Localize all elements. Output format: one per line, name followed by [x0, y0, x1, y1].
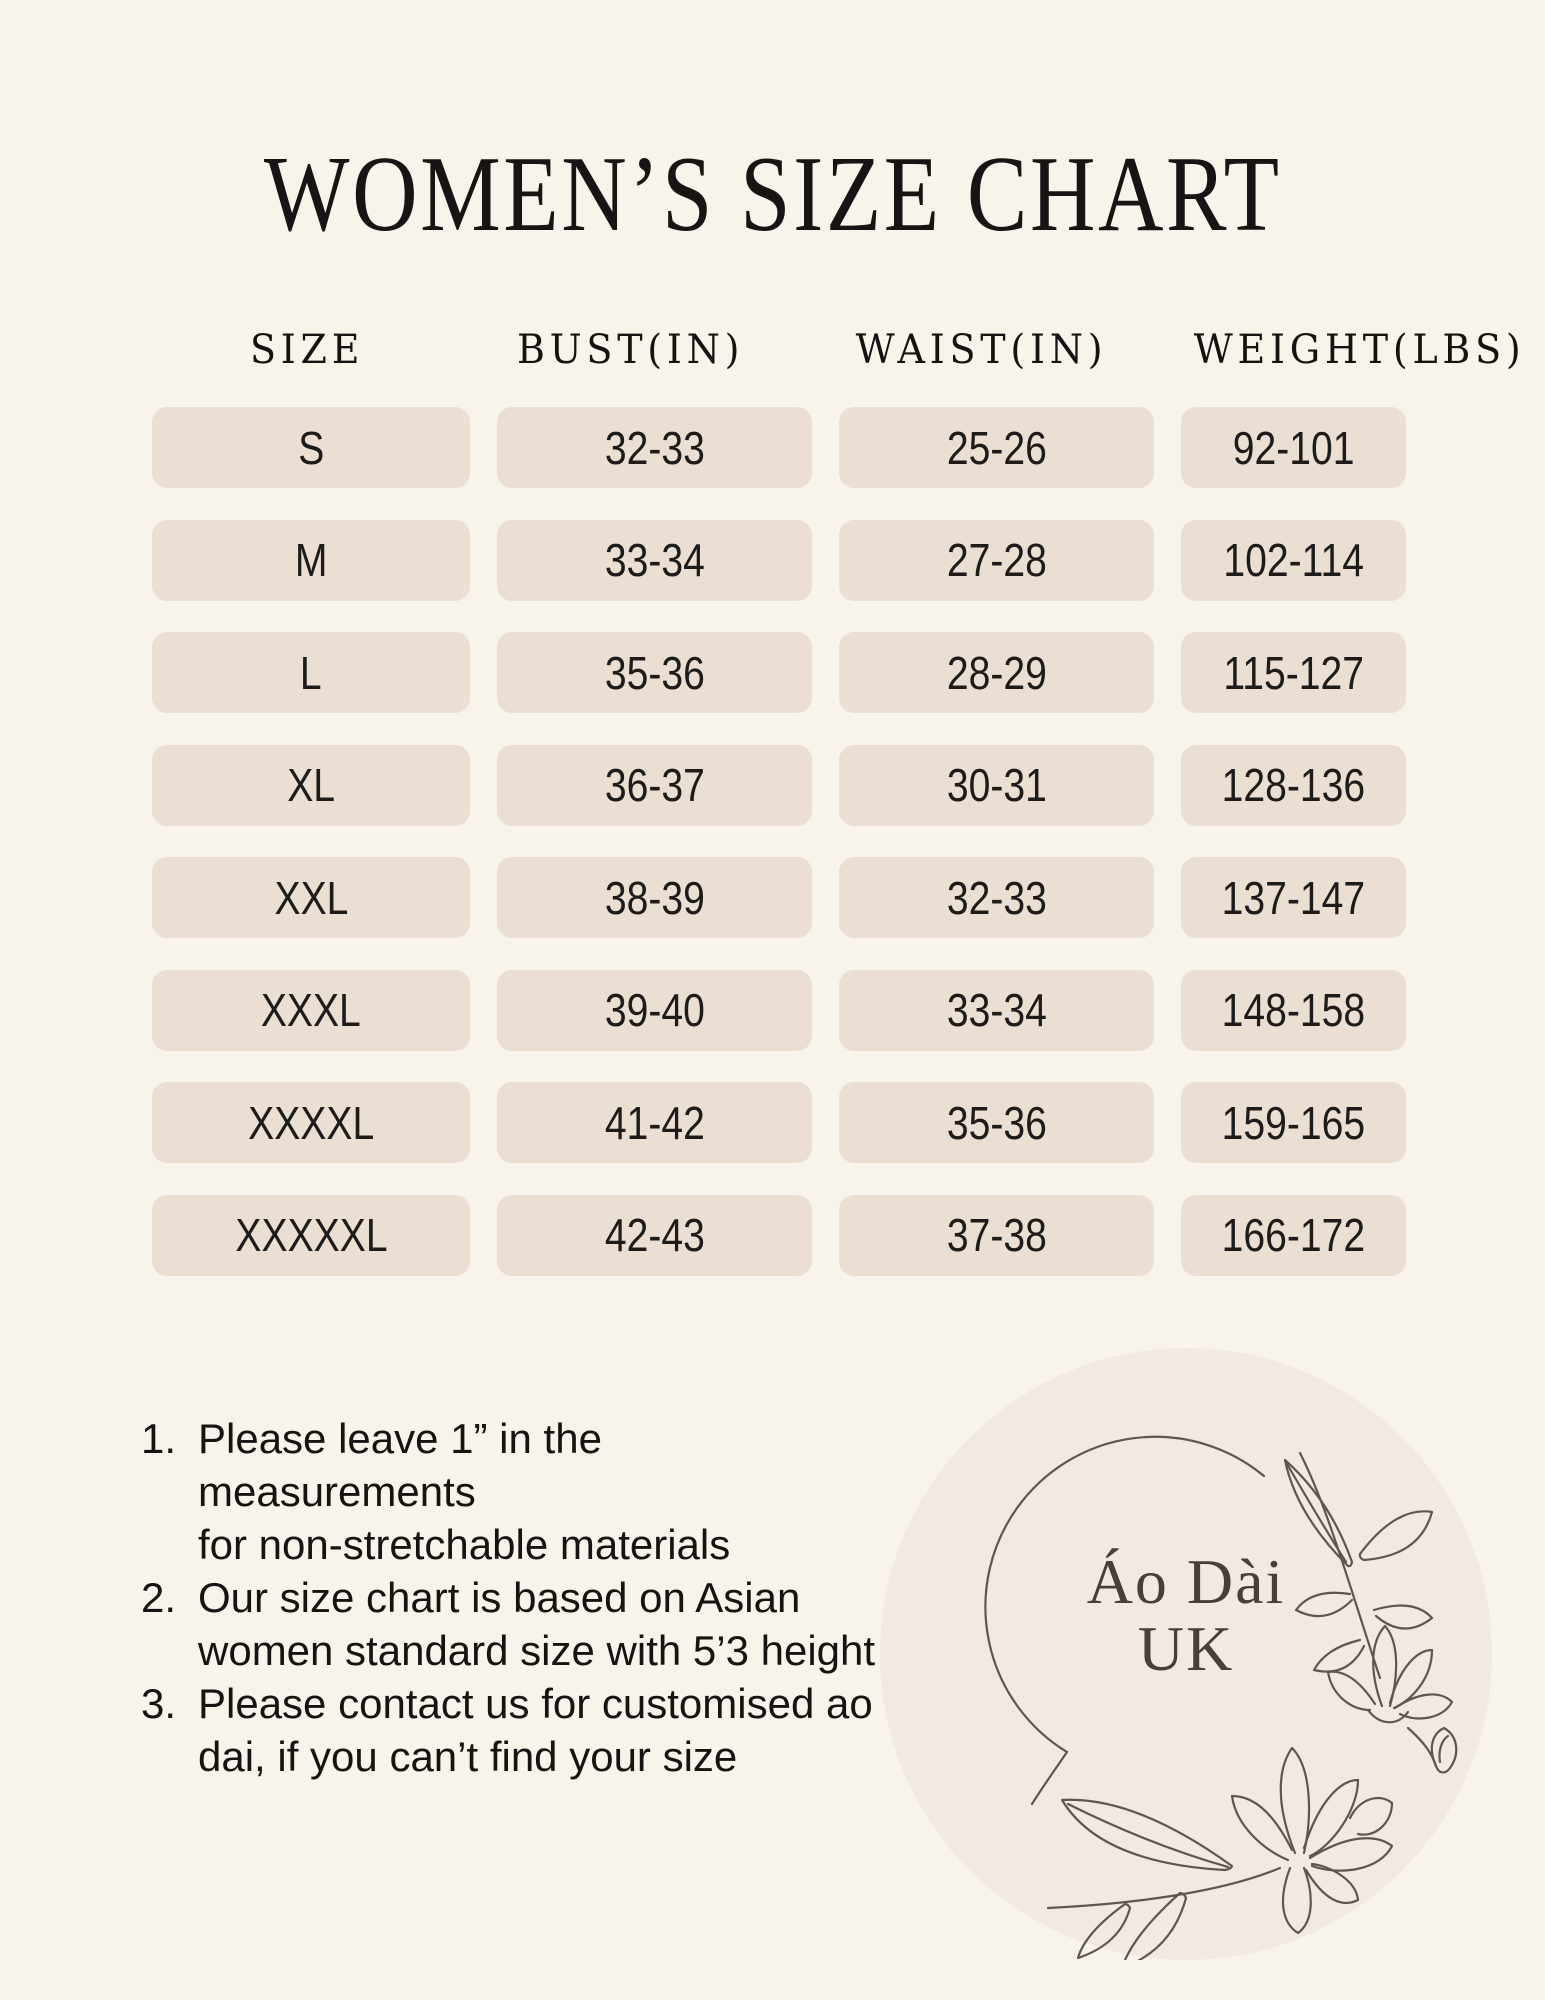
cell-value: 148-158: [1221, 984, 1366, 1036]
cell-value: XXXL: [260, 984, 361, 1036]
weight-cell: [1181, 857, 1406, 938]
bust-cell: [497, 1082, 812, 1163]
cell-value: 41-42: [604, 1096, 705, 1149]
cell-value: M: [294, 534, 328, 586]
header-waist: [855, 327, 1129, 373]
cell-value: L: [300, 646, 322, 699]
brand-logo: [880, 1348, 1492, 1960]
cell-value: 102-114: [1223, 534, 1364, 586]
size-cell: [152, 1195, 470, 1276]
size-table: [152, 407, 1406, 1276]
note-text: [198, 1677, 881, 1783]
cell-value: 137-147: [1221, 871, 1366, 924]
cell-value: XXXXXL: [234, 1209, 388, 1261]
waist-cell: [839, 857, 1154, 938]
logo-text-line2: UK: [1137, 1613, 1235, 1684]
cell-value: 159-165: [1221, 1096, 1366, 1149]
bust-cell: [497, 632, 812, 713]
weight-cell: [1181, 632, 1406, 713]
bust-cell: [497, 745, 812, 826]
cell-value: 38-39: [604, 871, 705, 924]
note-line: Our size chart is based on Asian: [198, 1574, 801, 1621]
table-header-row: [152, 326, 1526, 374]
weight-cell: [1181, 745, 1406, 826]
weight-cell: [1181, 1082, 1406, 1163]
header-weight: [1119, 327, 1526, 373]
waist-cell: [839, 520, 1154, 601]
header-bust: [516, 327, 774, 373]
cell-value: 92-101: [1232, 421, 1355, 474]
bust-cell: [497, 520, 812, 601]
note-line: for non-stretchable materials: [198, 1521, 731, 1568]
cell-value: 35-36: [604, 646, 705, 699]
note-number: 3.: [141, 1680, 177, 1727]
cell-value: 36-37: [604, 759, 705, 811]
size-cell: [152, 745, 470, 826]
bust-cell: [497, 1195, 812, 1276]
note-item-1: [141, 1412, 881, 1571]
size-cell: [152, 970, 470, 1051]
logo-text-line1: Áo Dài: [1086, 1546, 1286, 1617]
logo-graphic: [880, 1348, 1492, 1960]
cell-value: XXL: [274, 871, 348, 924]
header-bust-label: BUST(IN): [516, 327, 745, 373]
page-title: [0, 135, 1545, 254]
note-item-3: [141, 1677, 881, 1783]
cell-value: 33-34: [604, 534, 705, 586]
cell-value: XL: [287, 759, 335, 811]
note-line: Please contact us for customised ao: [198, 1680, 873, 1727]
weight-cell: [1181, 407, 1406, 488]
cell-value: 28-29: [946, 646, 1047, 699]
size-cell: [152, 520, 470, 601]
cell-value: 128-136: [1221, 759, 1366, 811]
note-number: 1.: [141, 1415, 177, 1462]
cell-value: 39-40: [604, 984, 705, 1036]
cell-value: 37-38: [946, 1209, 1047, 1261]
header-waist-label: WAIST(IN): [855, 327, 1108, 373]
cell-value: S: [297, 421, 325, 474]
waist-cell: [839, 1195, 1154, 1276]
weight-cell: [1181, 520, 1406, 601]
note-line: Please leave 1” in the measurements: [198, 1415, 602, 1515]
cell-value: 27-28: [946, 534, 1047, 586]
cell-value: XXXXL: [247, 1096, 375, 1149]
waist-cell: [839, 745, 1154, 826]
cell-value: 115-127: [1223, 646, 1364, 699]
cell-value: 33-34: [946, 984, 1047, 1036]
header-size-label: SIZE: [249, 327, 365, 373]
cell-value: 25-26: [946, 421, 1047, 474]
size-cell: [152, 857, 470, 938]
cell-value: 35-36: [946, 1096, 1047, 1149]
note-text: [198, 1571, 881, 1677]
bust-cell: [497, 857, 812, 938]
cell-value: 32-33: [946, 871, 1047, 924]
waist-cell: [839, 632, 1154, 713]
weight-cell: [1181, 1195, 1406, 1276]
waist-cell: [839, 970, 1154, 1051]
cell-value: 30-31: [946, 759, 1047, 811]
weight-cell: [1181, 970, 1406, 1051]
note-number: 2.: [141, 1574, 177, 1621]
bust-cell: [497, 407, 812, 488]
cell-value: 42-43: [604, 1209, 705, 1261]
waist-cell: [839, 407, 1154, 488]
size-cell: [152, 632, 470, 713]
note-line: women standard size with 5’3 height: [198, 1627, 876, 1674]
cell-value: 32-33: [604, 421, 705, 474]
note-text: [198, 1412, 881, 1571]
waist-cell: [839, 1082, 1154, 1163]
size-cell: [152, 1082, 470, 1163]
header-weight-label: WEIGHT(LBS): [1193, 327, 1526, 373]
note-item-2: [141, 1571, 881, 1677]
header-size: [251, 327, 371, 373]
size-cell: [152, 407, 470, 488]
page-title-text: WOMEN’S SIZE CHART: [263, 135, 1282, 254]
notes-list: [141, 1412, 881, 1783]
bust-cell: [497, 970, 812, 1051]
note-line: dai, if you can’t find your size: [198, 1733, 738, 1780]
cell-value: 166-172: [1221, 1209, 1366, 1261]
